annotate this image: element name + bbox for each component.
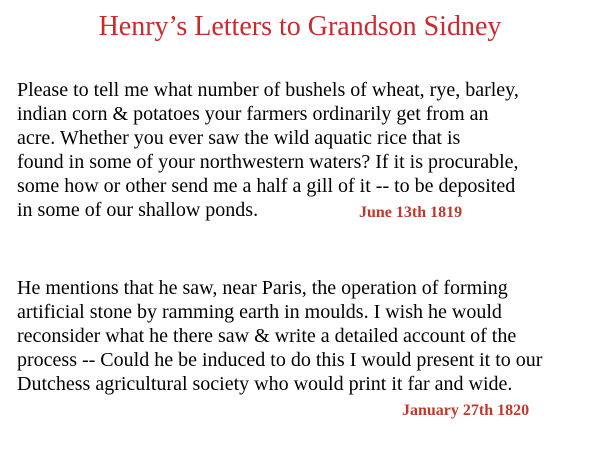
- letter-date-2: January 27th 1820: [402, 402, 530, 419]
- letter-line: Dutchess agricultural society who would print it far and wide.: [17, 373, 513, 395]
- letter-line: found in some of your northwestern waters? If it is procurable,: [17, 151, 519, 173]
- letter-line: process -- Could he be induced to do this I would present it to our: [17, 349, 543, 371]
- letter-line: some how or other send me a half a gill of it -- to be deposited: [17, 175, 516, 197]
- letter-line: Please to tell me what number of bushels of wheat, rye, barley,: [17, 79, 519, 101]
- letter-line: in some of our shallow ponds.: [17, 199, 259, 221]
- letter-excerpt-1: [17, 78, 519, 222]
- letter-line: He mentions that he saw, near Paris, the operation of forming: [17, 277, 508, 299]
- letter-date-1: June 13th 1819: [359, 204, 463, 221]
- letter-line: reconsider what he there saw & write a detailed account of the: [17, 325, 517, 347]
- letter-line: acre. Whether you ever saw the wild aquatic rice that is: [17, 127, 461, 149]
- letter-line: artificial stone by ramming earth in moulds. I wish he would: [17, 301, 502, 323]
- letter-excerpt-2: [17, 276, 542, 396]
- slide-title: Henry’s Letters to Grandson Sidney: [98, 11, 502, 42]
- letter-line: indian corn & potatoes your farmers ordinarily get from an: [17, 103, 489, 125]
